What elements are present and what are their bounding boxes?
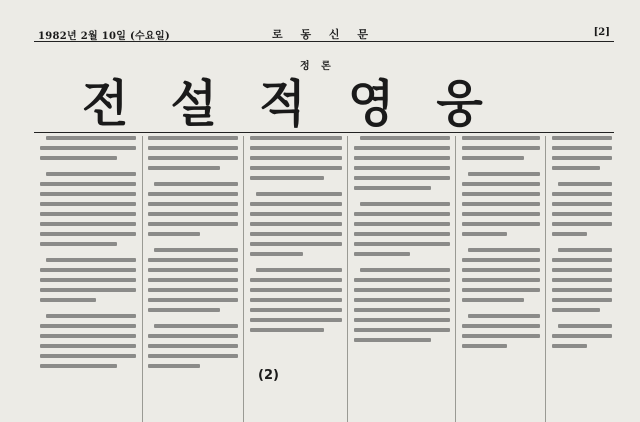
section-label: 정 론 xyxy=(300,61,335,72)
column-divider xyxy=(142,136,143,422)
page-header xyxy=(34,26,614,40)
text-column-5 xyxy=(462,136,540,422)
column-divider xyxy=(243,136,244,422)
text-column-1 xyxy=(40,136,136,422)
section-subheading: (2) xyxy=(258,368,279,383)
headline-rule xyxy=(34,132,614,133)
page-number: [2] xyxy=(593,27,610,38)
header-rule xyxy=(34,41,614,42)
column-divider xyxy=(545,136,546,422)
text-column-2 xyxy=(148,136,238,422)
text-column-4 xyxy=(354,136,450,422)
column-divider xyxy=(455,136,456,422)
issue-date: 1982년 2월 10일 (수요일) xyxy=(38,31,170,42)
text-column-6 xyxy=(552,136,612,422)
column-divider xyxy=(347,136,348,422)
paper-name: 로 동 신 문 xyxy=(272,28,375,41)
article-headline: 전설적영웅 xyxy=(82,75,526,133)
